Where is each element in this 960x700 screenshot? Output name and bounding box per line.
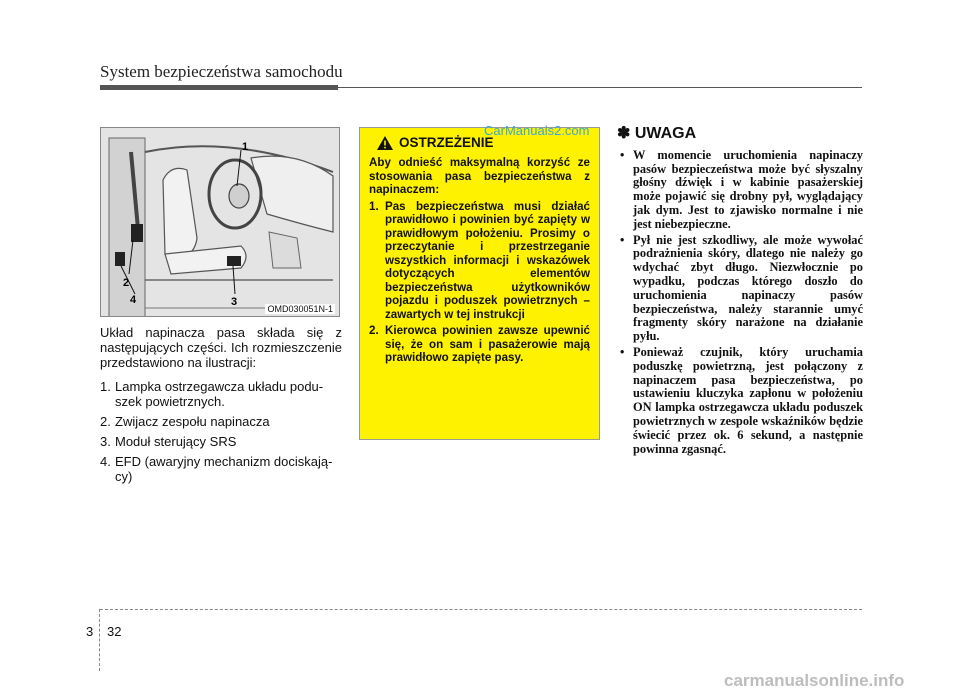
components-column [100, 325, 342, 489]
warning-list [369, 200, 590, 365]
seatbelt-pretensioner-illustration [100, 127, 340, 317]
header-rule [100, 87, 862, 88]
footer-divider [99, 609, 100, 671]
site-watermark: carmanualsonline.info [724, 671, 905, 690]
warning-header [377, 136, 590, 150]
retractor-block [131, 224, 143, 242]
car-interior-drawing [101, 128, 340, 317]
note-column [617, 127, 863, 458]
list-item: 2. Zwijacz zespołu napinacza [100, 414, 270, 429]
warning-triangle-icon [377, 136, 393, 150]
warning-box [359, 127, 600, 440]
callout-2: 2 [123, 277, 130, 289]
list-item: 1. Pas bezpieczeństwa musi działać prawidłowo i powinien być zapięty w prawidłowym położeniu. Prosimy o przeczytanie i przestrzeganie wszystkich informacji i wskazówek dotyczących elementów bezpieczeństwa użytkowników pojazdu i poduszek powietrznych – zawartych w tej instrukcji [369, 199, 590, 321]
list-item: 2. Kierowca powinien zawsze upewnić się, że on sam i pasażerowie mają prawidłowo zapięte pasy. [369, 324, 590, 364]
warning-title: OSTRZEŻENIE [399, 135, 494, 151]
page-header-title: System bezpieczeństwa samochodu [100, 62, 343, 81]
footer-rule [100, 609, 862, 610]
chapter-number: 3 [86, 624, 94, 639]
callout-4: 4 [130, 294, 137, 306]
callout-1: 1 [242, 141, 249, 153]
note-list [617, 149, 863, 457]
list-item: • W momencie uruchomienia napinaczy pasów bezpieczeństwa może być słyszalny głośny dźwięk i w kabinie pasażerskiej może pojawić się drobny pył, wyglądający jak dym. Jest to zjawisko normalne i nie jest niebezpieczne. [620, 147, 863, 231]
list-item: 1. Lampka ostrzegawcza układu poduszek powietrznych. [100, 379, 324, 409]
figure-code: OMD030051N-1 [267, 304, 333, 314]
list-item: 3. Moduł sterujący SRS [100, 434, 237, 449]
page-number: 32 [107, 624, 122, 639]
list-item: • Pył nie jest szkodliwy, ale może wywołać podrażnienia skóry, dlatego nie należy go wdychać zbyt długo. Niezwłocznie po wypadku, podczas którego doszło do uruchomienia napinaczy pasów bezpieczeństwa, należy starannie umyć fragmenty skóry narażone na działanie pyłu. [620, 232, 863, 344]
note-title: ✽ UWAGA [617, 125, 697, 142]
components-intro: Układ napinacza pasa składa się z następujących części. Ich rozmieszczenie przedstawiono na ilustracji: [100, 325, 342, 370]
warning-intro: Aby odnieść maksymalną korzyść ze stosowania pasa bezpieczeństwa z napinaczem: [369, 156, 590, 196]
list-item: • Ponieważ czujnik, który uruchamia poduszkę powietrzną, jest połączony z napinaczem pasa bezpieczeństwa, po ustawieniu kluczyka zapłonu w położeniu ON lampka ostrzegawcza układu poduszek powietrznych w zespole wskaźników będzie świecić przez ok. 6 sekund, a następnie powinna zgasnąć. [620, 344, 863, 456]
watermark-link[interactable]: CarManuals2.com [484, 123, 590, 138]
components-list [100, 379, 342, 484]
callout-3: 3 [231, 296, 238, 308]
list-item: 4. EFD (awaryjny mechanizm dociskający) [100, 454, 333, 484]
